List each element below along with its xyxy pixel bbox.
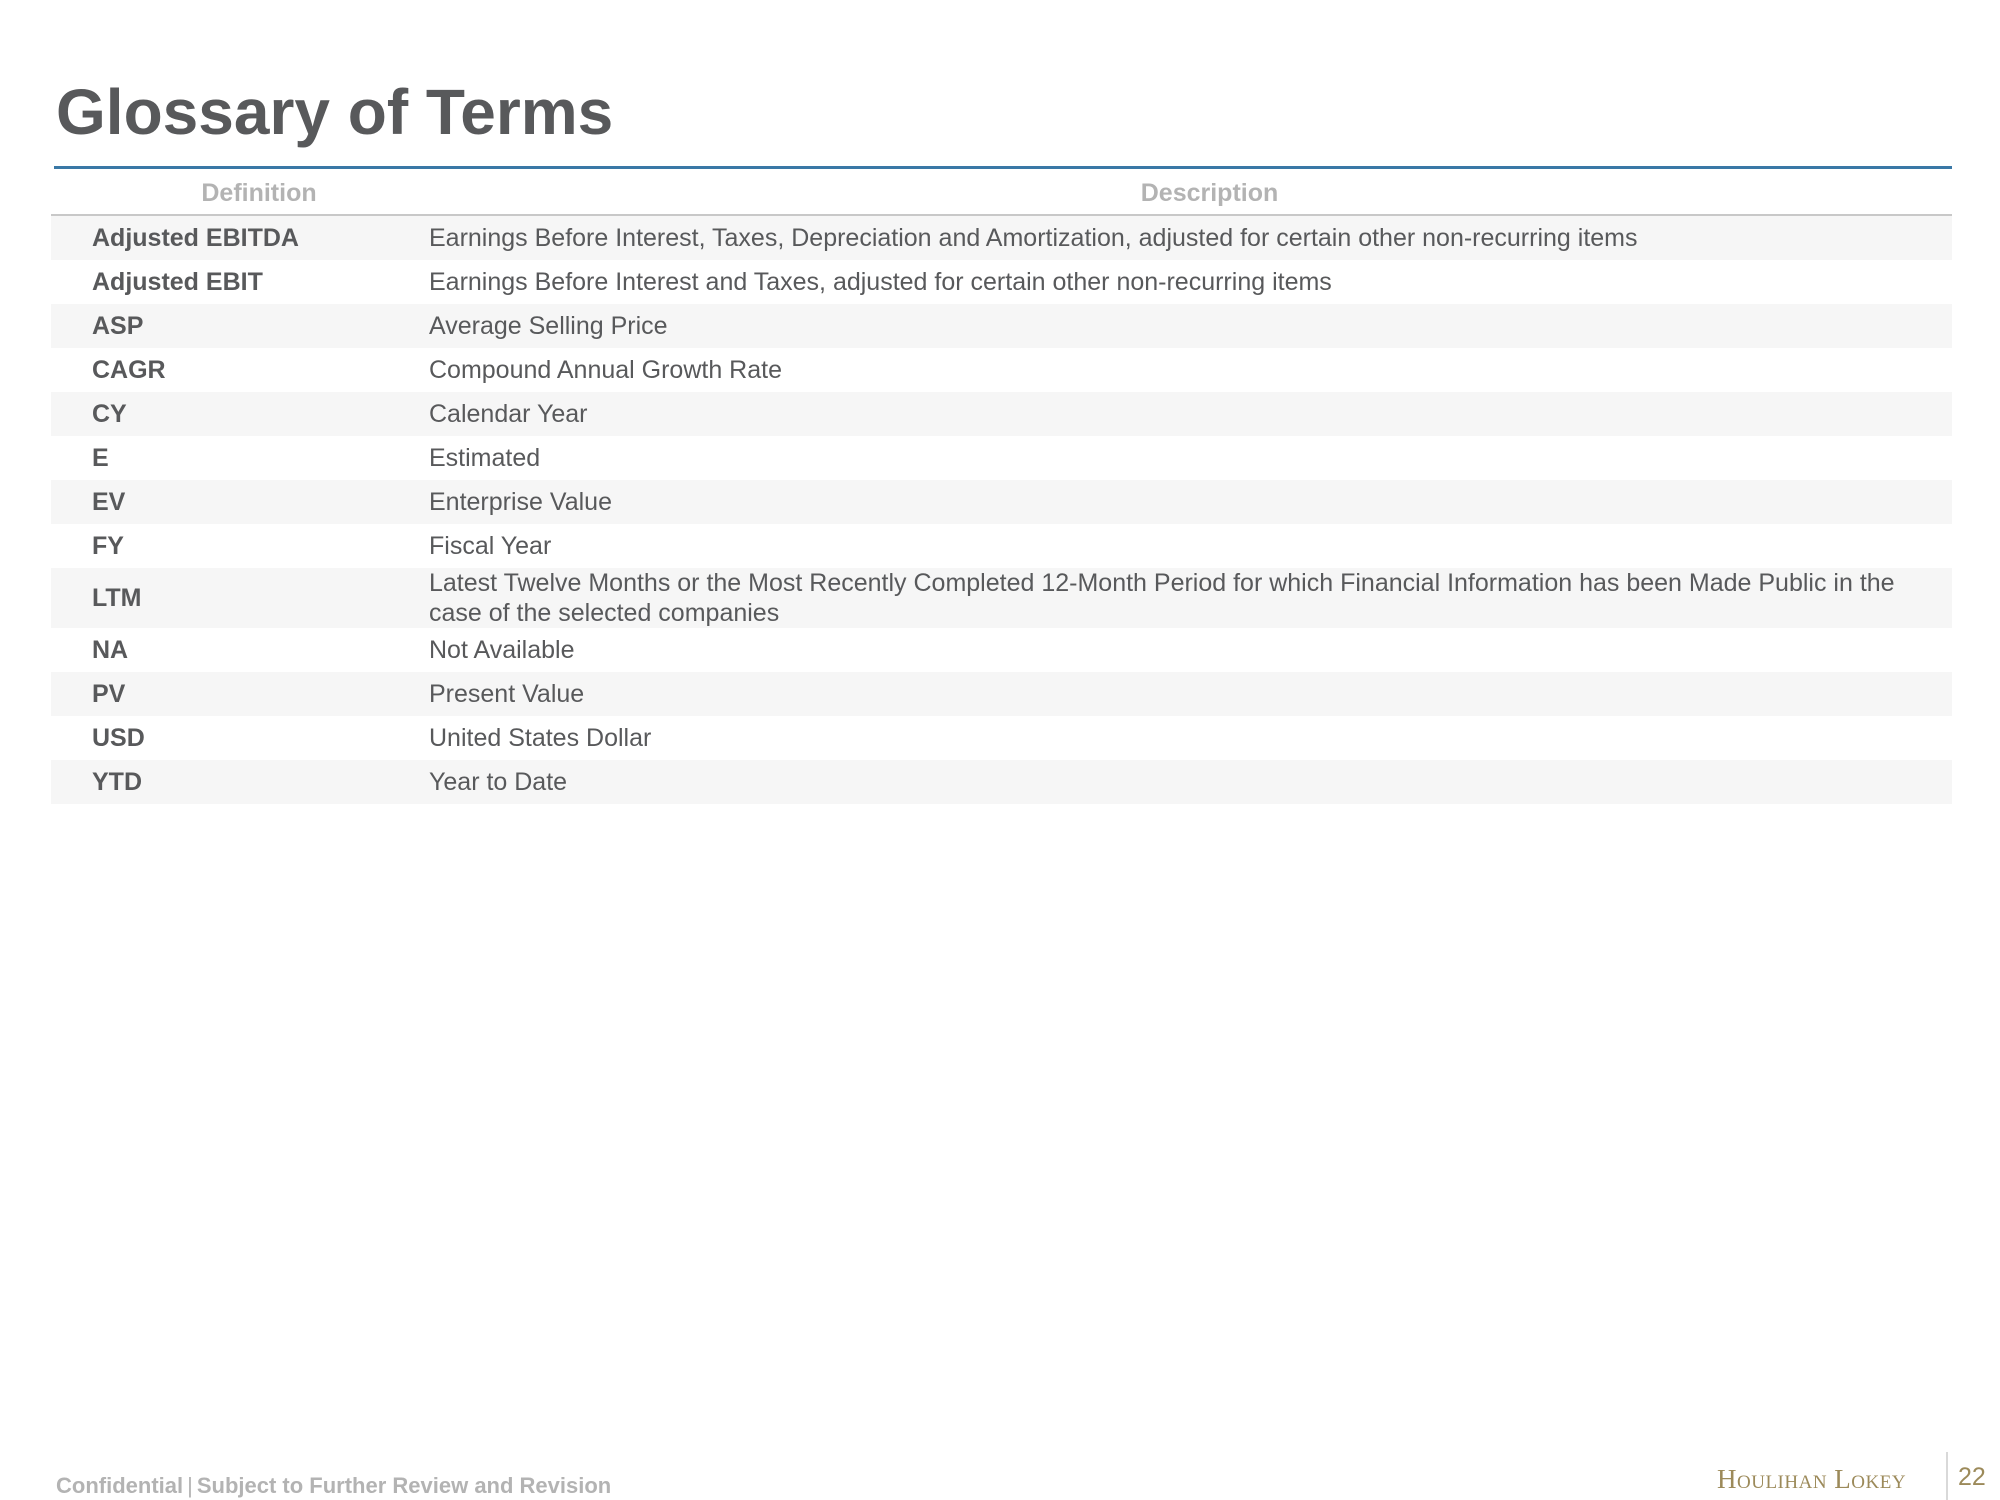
table-row (51, 392, 1952, 436)
description-cell: Earnings Before Interest, Taxes, Depreciation and Amortization, adjusted for certain other non-recurring items (429, 224, 1638, 252)
term-cell: EV (92, 487, 126, 516)
table-row (51, 716, 1952, 760)
description-cell: Estimated (429, 444, 541, 472)
table-row (51, 568, 1952, 628)
table-row (51, 480, 1952, 524)
header-definition: Definition (201, 178, 317, 207)
term-cell: LTM (92, 583, 142, 612)
page-number: 22 (1958, 1463, 1986, 1491)
houlihan-lokey-logo: Houlihan Lokey (1717, 1464, 1907, 1494)
description-cell: Enterprise Value (429, 488, 612, 516)
term-cell: Adjusted EBIT (92, 267, 263, 296)
term-cell: E (92, 443, 109, 472)
description-cell: Average Selling Price (429, 312, 668, 340)
table-row (51, 524, 1952, 568)
table-row (51, 760, 1952, 804)
description-cell: Fiscal Year (429, 532, 552, 560)
table-row (51, 436, 1952, 480)
term-cell: ASP (92, 311, 144, 340)
page-title: Glossary of Terms (56, 76, 614, 148)
description-cell: Calendar Year (429, 400, 588, 428)
table-body (51, 216, 1952, 804)
term-cell: NA (92, 635, 129, 664)
table-header (51, 172, 1952, 216)
glossary-table (51, 172, 1952, 804)
term-cell: CY (92, 399, 127, 428)
header-description: Description (1140, 178, 1279, 207)
term-cell: Adjusted EBITDA (92, 223, 299, 252)
description-cell: Not Available (429, 636, 575, 664)
description-cell: Compound Annual Growth Rate (429, 356, 782, 384)
footer-divider (1946, 1452, 1948, 1500)
confidentiality-notice (56, 1473, 611, 1499)
term-cell: FY (92, 531, 124, 560)
confidential-label: Confidential (56, 1473, 184, 1498)
footer-separator: | (187, 1473, 193, 1498)
description-cell: Earnings Before Interest and Taxes, adjusted for certain other non-recurring items (429, 268, 1332, 296)
table-row (51, 628, 1952, 672)
description-cell: Year to Date (429, 768, 568, 796)
description-cell: Present Value (429, 680, 585, 708)
table-row (51, 260, 1952, 304)
review-notice: Subject to Further Review and Revision (196, 1473, 612, 1498)
table-row (51, 216, 1952, 260)
term-cell: USD (92, 723, 145, 752)
term-cell: PV (92, 679, 126, 708)
table-row (51, 304, 1952, 348)
table-row (51, 348, 1952, 392)
title-divider (54, 166, 1952, 169)
table-row (51, 672, 1952, 716)
description-cell: United States Dollar (429, 724, 652, 752)
term-cell: CAGR (92, 355, 166, 384)
term-cell: YTD (92, 767, 142, 796)
description-cell: Latest Twelve Months or the Most Recently Completed 12-Month Period for which Financial Information has been Made Public in the case of the selected companies (429, 569, 1895, 627)
